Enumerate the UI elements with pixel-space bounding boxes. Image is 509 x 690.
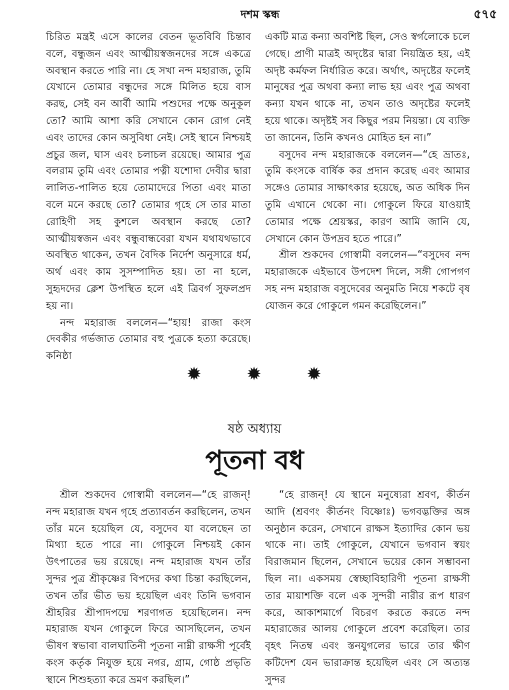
sunburst-icon: ✹ — [186, 364, 202, 385]
header-title: দশম স্কন্ধ — [240, 8, 280, 21]
paragraph: একটি মাত্র কন্যা অবশিষ্ট ছিল, সেও স্বর্গলোকে চলে গেছে। প্রাণী মাত্রই অদৃষ্টের দ্বারা নিয়ন্ত্রিত হয়, এই অদৃষ্ট কর্মফল নির্ধারিত করে। অর্থাৎ, অদৃষ্টের ফলেই মানুষের পুত্র অথবা কন্যা লাভ হয় এবং পুত্র অথবা কন্যা যখন থাকে না, তখন তাও অদৃষ্টের ফলেই হয়ে থাকে। অদৃষ্টই সব কিছুর পরম নিয়ন্তা। যে ব্যক্তি তা জানেন, তিনি কখনও মোহিত হন না।” — [265, 32, 470, 144]
paragraph: বসুদেব নন্দ মহারাজকে বললেন—“হে ভ্রাতঃ, তুমি কংসকে বার্ষিক কর প্রদান করেছ এবং আমার সঙ্গেও তোমার সাক্ষাৎকার হয়েছে, অত অধিক দিন তুমি এখানে থেকো না। গোকুলে ফিরে যাওয়াই তোমার পক্ষে শ্রেয়স্কর, কারণ আমি জানি যে, সেখানে কোন উপদ্রব হতে পারে।” — [265, 149, 470, 245]
continuation-column-left — [46, 30, 251, 375]
section-ornaments — [0, 364, 509, 388]
paragraph: শ্রীল শুকদেব গোস্বামী বললেন—“বসুদেব নন্দ মহারাজকে এইভাবে উপদেশ দিলে, সঙ্গী গোপগণ সহ নন্দ মহারাজ বসুদেবের অনুমতি নিয়ে শকটে বৃষ যোজন করে গোকুলে গমন করেছিলেন।” — [265, 250, 470, 312]
paragraph: “হে রাজন্‌! যে স্থানে মনুষ্যেরা শ্রবণ, কীর্তন আদি (শ্রবণং কীর্তনং বিষ্ণোঃ) ভগবদ্ভক্তির অঙ্গ অনুষ্ঠান করেন, সেখানে রাক্ষস ইত্যাদির কোন ভয় থাকে না। তাই গোকুলে, যেখানে ভগবান স্বয়ং বিরাজমান ছিলেন, সেখানে ভয়ের কোন সম্ভাবনা ছিল না। একসময় স্বেচ্ছাবিহারিণী পূতনা রাক্ষসী তার মায়াশক্তি বলে এক সুন্দরী নারীর রূপ ধারণ করে, আকাশমার্গে বিচরণ করতে করতে নন্দ মহারাজের আলয় গোকুলে প্রবেশ করেছিল। তার বৃহৎ নিতম্ব এবং স্তনযুগলের ভারে তার ক্ষীণ কটিদেশ যেন ভারাক্রান্ত হয়েছিল এবং সে অত্যন্ত সুন্দর — [265, 490, 470, 686]
sunburst-icon: ✹ — [306, 364, 322, 385]
continuation-column-right — [265, 30, 470, 375]
body-column-left — [46, 488, 251, 686]
chapter-label: ষষ্ঠ অধ্যায় — [227, 422, 282, 437]
page-number: ৫৭৫ — [473, 7, 497, 21]
sunburst-icon: ✹ — [246, 364, 262, 385]
body-column-right — [265, 488, 470, 686]
running-header — [0, 3, 509, 23]
paragraph: নন্দ মহারাজ বললেন—“হায়! রাজা কংস দেবকীর গর্ভজাত তোমার বহু পুত্রকে হত্যা করেছে। কনিষ্ঠা — [46, 317, 251, 363]
paragraph: শ্রীল শুকদেব গোস্বামী বললেন—“হে রাজন্‌! নন্দ মহারাজ যখন গৃহে প্রত্যাবর্তন করছিলেন, তখন তাঁর মনে হয়েছিল যে, বসুদেব যা বলেছেন তা মিথ্যা হতে পারে না। গোকুলে নিশ্চয়ই কোন উৎপাতের ভয় রয়েছে। নন্দ মহারাজ যখন তাঁর সুন্দর পুত্র শ্রীকৃষ্ণের বিপদের কথা চিন্তা করছিলেন, তখন তাঁর ভীত ভয় হয়েছিল এবং তিনি ভগবান শ্রীহরির শ্রীপাদপদ্মে শরণাগত হয়েছিলেন। নন্দ মহারাজ যখন গোকুলে ফিরে আসছিলেন, তখন ভীষণ স্বভাবা বালঘাতিনী পূতনা নাম্নী রাক্ষসী পূর্বেই কংস কর্তৃক নিযুক্ত হয়ে নগর, গ্রাম, গোষ্ঠ প্রভৃতি স্থানে শিশুহত্যা করে ভ্রমণ করছিল।” — [46, 490, 251, 686]
paragraph: চিরিত মন্ত্রই এসে কালের বেতন ভূতবিবি চিন্তাব বলে, বন্ধুজন এবং আত্মীয়স্বজনদের সঙ্গে একত্রে অবস্থান করতে পারি না। হে সখা নন্দ মহারাজ, তুমি যেখানে তোমার বন্ধুদের সঙ্গে মিলিত হয়ে বাস করছ, সেই বন আর্বী আমি পশুদের পক্ষে অনুকূল তো? আমি আশা করি সেখানে কোন রোগ নেই এবং তাদের কোন অসুবিধা নেই। সেই স্থানে নিশ্চয়ই প্রচুর জল, ঘাস এবং চলাচল রয়েছে। আমার পুত্র বলরাম তুমি এবং তোমার পত্নী যশোদা দেবীর দ্বারা লালিত-পালিত হয়ে তোমাদেরে পিতা এবং মাতা বলে মনে করছে তো? তোমার গৃহে সে তার মাতা রোহিণী সহ কুশলে অবস্থান করছে তো? আত্মীয়স্বজন এবং বন্ধুবান্ধবেরা যখন যথাযথভাবে অবস্থিত থাকেন, তখন বৈদিক নির্দেশ অনুসারে ধর্ম, অর্থ এবং কাম সুসম্পাদিত হয়। তা না হলে, সুহৃদদের ক্লেশ উপস্থিত হলে এই ত্রিবর্গ সুফলপ্রদ হয় না। — [46, 32, 251, 312]
chapter-title: পূতনা বধ — [205, 446, 304, 476]
